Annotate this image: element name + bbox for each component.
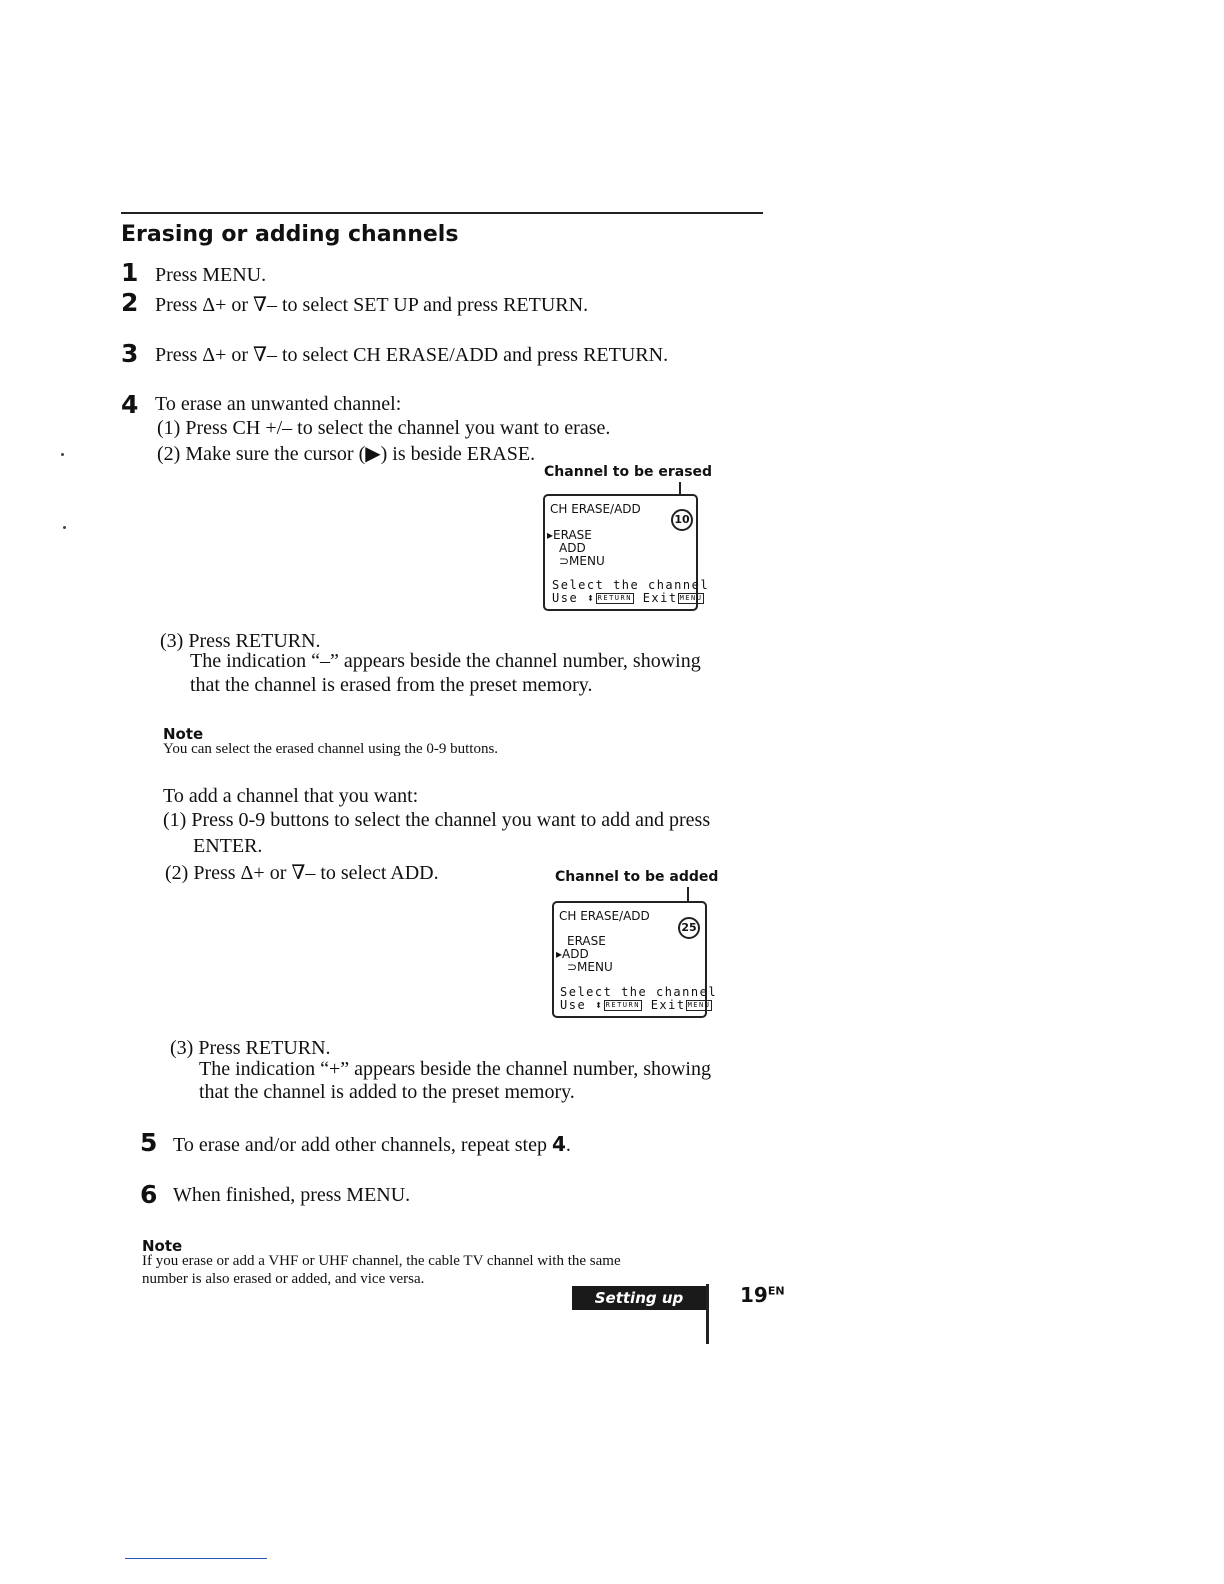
erase-description-line: The indication “–” appears beside the channel number, showing <box>190 650 701 672</box>
osd-item-add: ADD <box>559 541 586 555</box>
osd-hint-use: Use <box>552 591 579 605</box>
step-text-suffix: . <box>565 1134 571 1156</box>
note-text: If you erase or add a VHF or UHF channel, the cable TV channel with the same <box>142 1253 621 1269</box>
step-number: 3 <box>121 339 139 368</box>
step-number: 2 <box>121 288 139 317</box>
step-text <box>173 1132 571 1157</box>
erase-substep-2: (2) Make sure the cursor (▶) is beside ERASE. <box>157 443 536 465</box>
step-reference: 4 <box>552 1132 566 1156</box>
osd-hint-keys <box>560 998 712 1012</box>
section-title: Erasing or adding channels <box>121 222 459 247</box>
note-heading: Note <box>163 725 204 743</box>
figure-caption-erase: Channel to be erased <box>544 464 713 480</box>
note-text: You can select the erased channel using the 0-9 buttons. <box>163 741 499 757</box>
add-substep-1: (1) Press 0-9 buttons to select the channel you want to add and press <box>163 809 711 831</box>
osd-item-erase: ERASE <box>567 934 606 948</box>
osd-hint-exit: Exit <box>650 998 686 1012</box>
osd-hint-use: Use <box>560 998 587 1012</box>
updown-arrow-icon: ⬍ <box>594 998 604 1012</box>
menu-key-icon: MENU <box>679 594 703 602</box>
section-rule <box>121 212 763 214</box>
section-badge: Setting up <box>572 1286 706 1310</box>
osd-hint-select: Select the channel <box>552 578 710 592</box>
return-key-icon: RETURN <box>605 1001 640 1009</box>
step-text: When finished, press MENU. <box>173 1184 411 1206</box>
step-number: 5 <box>140 1128 158 1157</box>
step-number: 1 <box>121 258 139 287</box>
add-substep-2: (2) Press Δ+ or ∇– to select ADD. <box>165 862 439 884</box>
add-substep-1-continued: ENTER. <box>193 835 263 857</box>
page-language-suffix: EN <box>767 1284 785 1298</box>
updown-arrow-icon: ⬍ <box>586 591 596 605</box>
osd-hint-keys <box>552 591 704 605</box>
return-key-icon: RETURN <box>597 594 632 602</box>
step-text: Press Δ+ or ∇– to select SET UP and press RETURN. <box>155 294 589 316</box>
page-number <box>740 1283 785 1307</box>
add-description-line: that the channel is added to the preset memory. <box>199 1081 575 1103</box>
bottom-rule <box>125 1558 267 1559</box>
menu-key-icon: MENU <box>687 1001 711 1009</box>
add-intro: To add a channel that you want: <box>163 785 419 807</box>
step-text-main: To erase and/or add other channels, repeat step <box>173 1134 552 1156</box>
step-text: Press MENU. <box>155 264 267 286</box>
osd-item-menu: ⊃MENU <box>559 554 605 568</box>
note-text: number is also erased or added, and vice versa. <box>142 1271 425 1287</box>
step-number: 4 <box>121 390 139 419</box>
erase-substep-3: (3) Press RETURN. <box>160 630 321 652</box>
footer-divider <box>706 1284 709 1344</box>
osd-item-add: ▸ADD <box>556 947 589 961</box>
step-number: 6 <box>140 1180 158 1209</box>
osd-screen-erase <box>543 494 710 611</box>
erase-description-line: that the channel is erased from the preset memory. <box>190 674 593 696</box>
osd-title: CH ERASE/ADD <box>550 502 641 516</box>
step-text: To erase an unwanted channel: <box>155 393 402 415</box>
page-number-value: 19 <box>740 1283 768 1307</box>
step-text: Press Δ+ or ∇– to select CH ERASE/ADD and press RETURN. <box>155 344 669 366</box>
add-description-line: The indication “+” appears beside the channel number, showing <box>199 1058 711 1080</box>
osd-hint-exit: Exit <box>642 591 678 605</box>
osd-title: CH ERASE/ADD <box>559 909 650 923</box>
add-substep-3: (3) Press RETURN. <box>170 1037 331 1059</box>
osd-screen-add <box>552 901 718 1018</box>
osd-channel-number: 25 <box>678 917 700 939</box>
osd-item-erase: ▸ERASE <box>547 528 592 542</box>
scan-mark <box>63 526 66 529</box>
osd-channel-number: 10 <box>671 509 693 531</box>
note-heading: Note <box>142 1237 183 1255</box>
scan-mark <box>61 453 64 456</box>
erase-substep-1: (1) Press CH +/– to select the channel you want to erase. <box>157 417 611 439</box>
figure-caption-add: Channel to be added <box>555 869 719 885</box>
osd-item-menu: ⊃MENU <box>567 960 613 974</box>
osd-hint-select: Select the channel <box>560 985 718 999</box>
